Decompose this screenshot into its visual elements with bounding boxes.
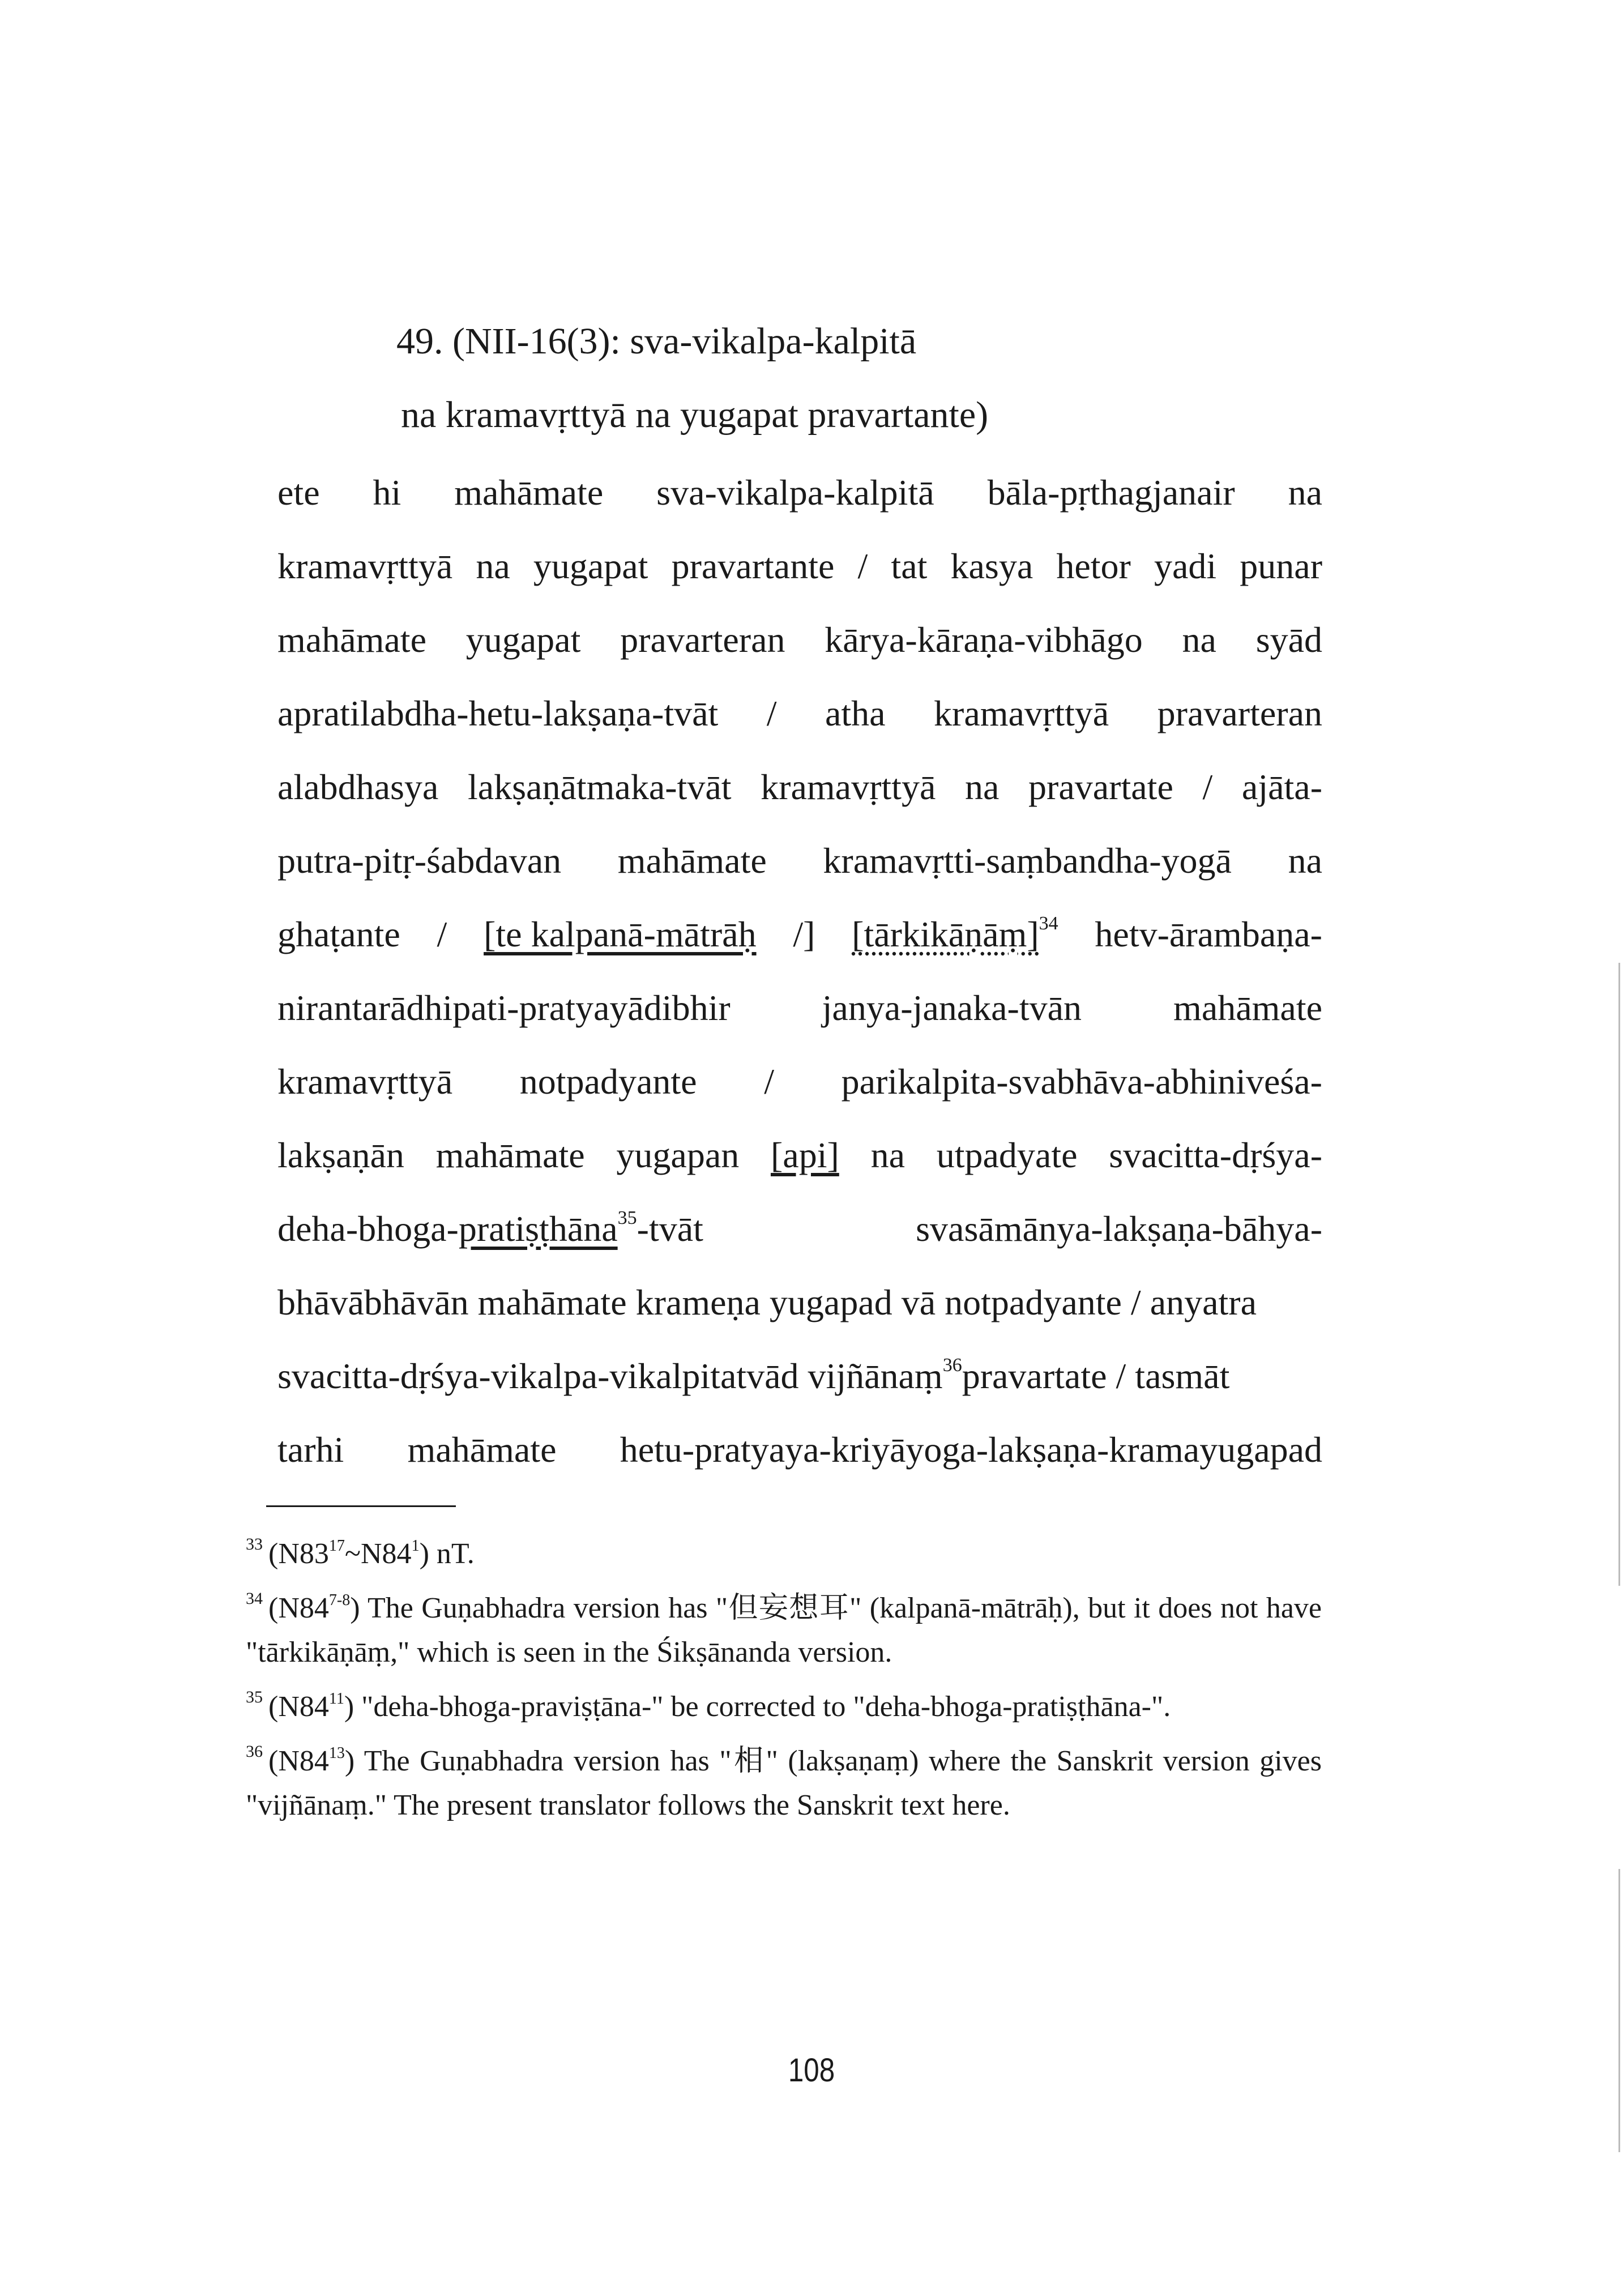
footnote-ref-34: 34 <box>1039 913 1058 934</box>
footnotes <box>246 1532 1322 1838</box>
text-line: ghaṭante / [te kalpanā-mātrāḥ /] [tārkikāṇāṃ]$^{34}$ hetv-ārambaṇa- <box>277 898 1322 971</box>
footnote-35: $^{35}$ $(N84^{11})$ "deha-bhoga-praviṣṭāna-" be corrected to "deha-bhoga-pratiṣṭhāna-". <box>246 1688 1171 1723</box>
page-number: 108 <box>788 2052 835 2089</box>
text-line: lakṣaṇān mahāmate yugapan [api] na utpadyate svacitta-dṛśya- <box>277 1119 1322 1192</box>
text-line: nirantarādhipati-pratyayādibhir janya-janaka-tvān mahāmate <box>277 988 1322 1028</box>
footnote-34: $^{34}$ (N84$^{7-8}$) The Guṇabhadra version has "但妄想耳" (kalpanā-mātrāḥ), but it does not have "tārkikāṇāṃ," which is seen in the Śikṣānanda version. <box>246 1589 1322 1668</box>
text-line: svacitta-dṛśya-vikalpa-vikalpitatvād vijñānaṃ$^{36}$pravartate / tasmāt <box>277 1355 1230 1396</box>
underlined-phrase: [te kalpanā-mātrāḥ <box>484 914 757 954</box>
footnote-36: $^{36}$ $(N84^{13})$ The Guṇabhadra version has "相" (lakṣaṇaṃ) where the Sanskrit version gives "vijñānaṃ." The present translator follows the Sanskrit text here. <box>246 1742 1322 1821</box>
footnote-33: $^{33}$ $(N83^{17}\sim N84^1)$ nT. <box>246 1535 475 1570</box>
dotted-underlined-phrase: [tārkikāṇāṃ] <box>852 914 1039 954</box>
text-line: putra-pitṛ-śabdavan mahāmate kramavṛtti-saṃbandha-yogā na <box>277 840 1322 881</box>
underlined-phrase: pratiṣṭhāna <box>458 1209 618 1249</box>
section-heading-line-1: 49. (NII-16(3): sva-vikalpa-kalpitā <box>396 321 917 362</box>
scan-edge-mark <box>1618 963 1620 1586</box>
section-heading-line-2: na kramavṛttyā na yugapat pravartante) <box>401 394 989 436</box>
text-line: tarhi mahāmate hetu-pratyaya-kriyāyoga-lakṣaṇa-kramayugapad <box>277 1429 1322 1470</box>
text-line: ete hi mahāmate sva-vikalpa-kalpitā bāla-pṛthagjanair na <box>277 472 1322 513</box>
underlined-phrase: [api] <box>770 1135 839 1175</box>
scan-edge-mark <box>1618 1869 1620 2152</box>
text-line: apratilabdha-hetu-lakṣaṇa-tvāt / atha kramavṛttyā pravarteran <box>277 693 1322 733</box>
text-line: kramavṛttyā na yugapat pravartante / tat kasya hetor yadi punar <box>277 546 1322 586</box>
footnote-separator-rule <box>266 1505 456 1507</box>
text-line: mahāmate yugapat pravarteran kārya-kāraṇa-vibhāgo na syād <box>277 620 1322 660</box>
text-line: kramavṛttyā notpadyante / parikalpita-svabhāva-abhiniveśa- <box>277 1061 1322 1102</box>
text-line: deha-bhoga-pratiṣṭhāna$^{35}$-tvāt svasāmānya-lakṣaṇa-bāhya- <box>277 1207 1322 1249</box>
sanskrit-text-body <box>277 456 1322 1487</box>
text-line: alabdhasya lakṣaṇātmaka-tvāt kramavṛttyā na pravartate / ajāta- <box>277 767 1322 807</box>
text-line: bhāvābhāvān mahāmate krameṇa yugapad vā notpadyante / anyatra <box>277 1282 1257 1322</box>
footnote-ref-35: 35 <box>617 1207 637 1228</box>
footnote-ref-36: 36 <box>942 1355 962 1376</box>
